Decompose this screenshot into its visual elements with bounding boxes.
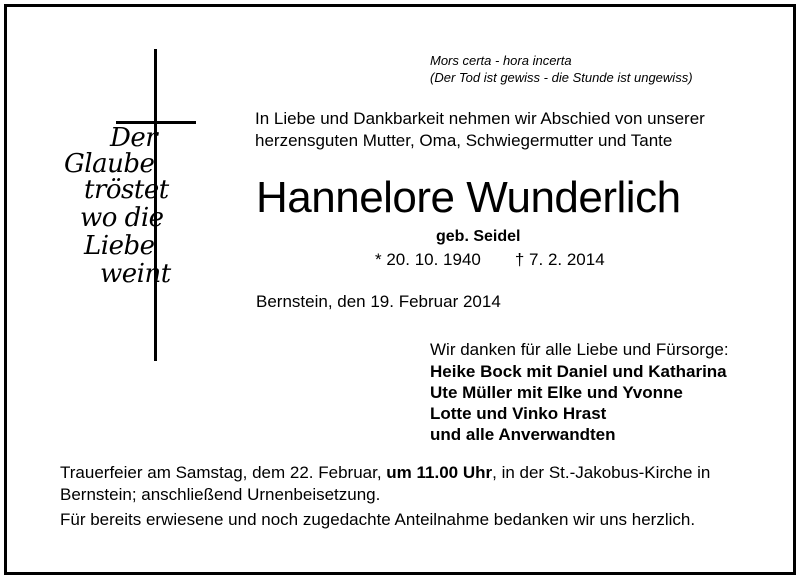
thanks-line: Wir danken für alle Liebe und Fürsorge: (430, 340, 729, 359)
closing-thanks: Für bereits erwiesene und noch zugedachte Anteilnahme bedanken wir uns herzlich. (60, 510, 696, 529)
emblem-line: Glaube (64, 149, 155, 179)
place-date: Bernstein, den 19. Februar 2014 (256, 292, 501, 311)
signers-list (430, 361, 727, 445)
emblem-line: tröstet (84, 175, 169, 205)
service-text: , in der St.-Jakobus-Kirche in Bernstein; anschließend Urnenbeisetzung. (60, 463, 711, 504)
born-name: geb. Seidel (436, 228, 521, 245)
intro-line: herzensguten Mutter, Oma, Schwiegermutter und Tante (255, 131, 673, 150)
birth-date: * 20. 10. 1940 (375, 250, 481, 269)
service-time: um 11.00 Uhr (386, 463, 493, 482)
emblem-line: Der (110, 123, 158, 153)
emblem-line: Liebe (84, 231, 155, 261)
motto-latin: Mors certa - hora incerta (430, 53, 572, 68)
signer: und alle Anverwandten (430, 425, 616, 444)
intro-line: In Liebe und Dankbarkeit nehmen wir Abschied von unserer (255, 109, 705, 128)
life-dates (375, 250, 605, 270)
service-info (60, 462, 760, 506)
signer: Lotte und Vinko Hrast (430, 404, 607, 423)
emblem-line: wo die (80, 203, 164, 233)
deceased-name: Hannelore Wunderlich (256, 173, 681, 222)
emblem-line: weint (100, 259, 171, 289)
service-text: Trauerfeier am Samstag, dem 22. Februar, (60, 463, 387, 482)
motto-german: (Der Tod ist gewiss - die Stunde ist ungewiss) (430, 70, 693, 85)
motto (430, 52, 693, 86)
signer: Heike Bock mit Daniel und Katharina (430, 362, 727, 381)
death-date: † 7. 2. 2014 (514, 250, 605, 269)
intro-text (255, 108, 705, 152)
signer: Ute Müller mit Elke und Yvonne (430, 383, 683, 402)
